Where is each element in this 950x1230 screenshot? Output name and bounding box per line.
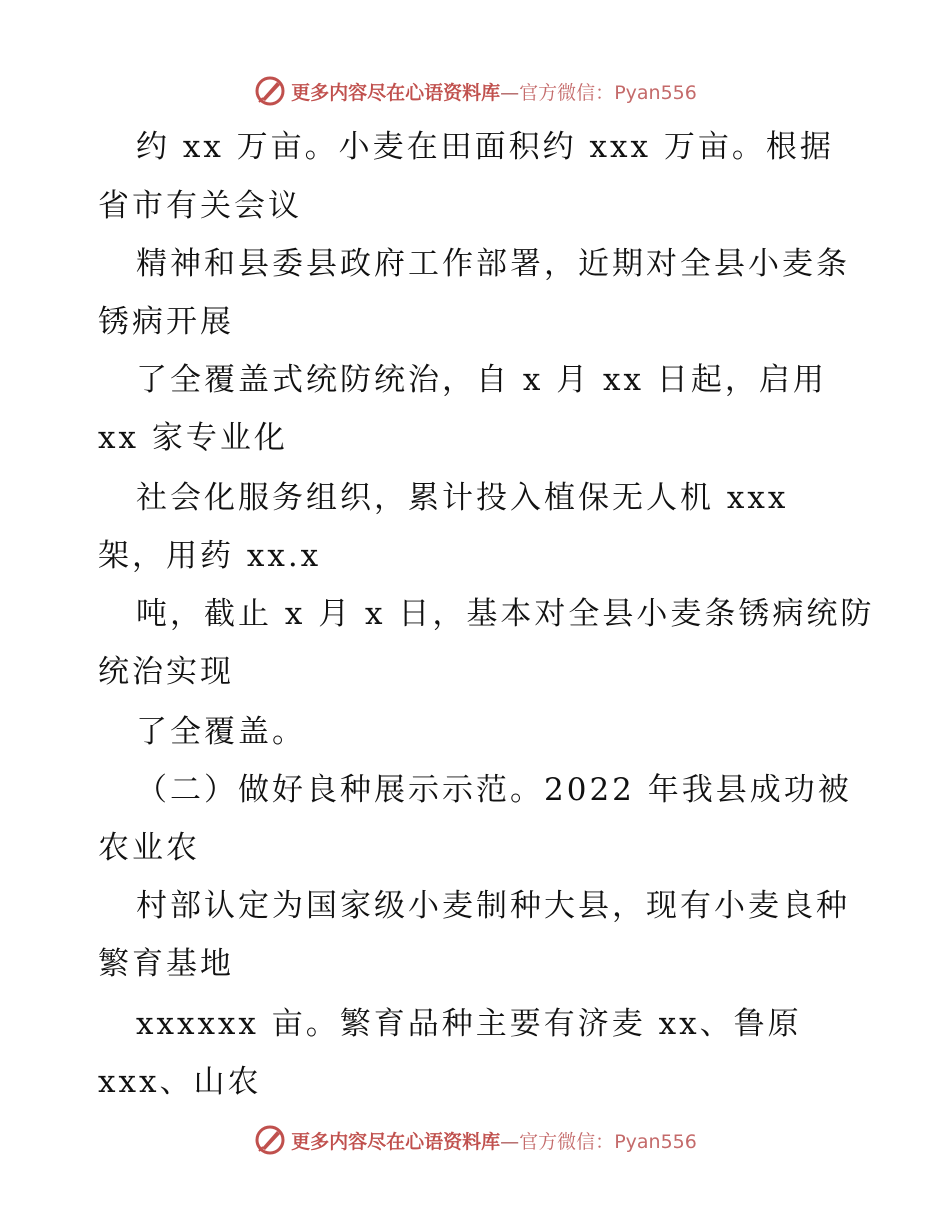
body-line: 精神和县委县政府工作部署，近期对全县小麦条 bbox=[136, 246, 850, 282]
body-line: （二）做好良种展示示范。2022 年我县成功被 bbox=[136, 772, 852, 808]
body-line: 约 xx 万亩。小麦在田面积约 xxx 万亩。根据 bbox=[136, 129, 834, 165]
watermark-brand: 更多内容尽在心语资料库 bbox=[291, 81, 501, 104]
feather-pen-circle-icon bbox=[253, 1123, 287, 1157]
watermark-id: Pyan556 bbox=[614, 81, 697, 104]
body-line: 统治实现 bbox=[98, 654, 234, 690]
watermark-id: Pyan556 bbox=[614, 1130, 697, 1153]
body-line: 了全覆盖式统防统治，自 x 月 xx 日起，启用 bbox=[136, 362, 827, 398]
watermark-text bbox=[291, 78, 697, 105]
watermark-brand: 更多内容尽在心语资料库 bbox=[291, 1130, 501, 1153]
body-line: 吨，截止 x 月 x 日，基本对全县小麦条锈病统防 bbox=[136, 596, 875, 632]
body-line: xxx、山农 bbox=[98, 1064, 262, 1100]
body-line: 农业农 bbox=[98, 830, 200, 866]
watermark-label: 官方微信： bbox=[519, 1130, 615, 1153]
feather-pen-circle-icon bbox=[253, 74, 287, 108]
watermark-text bbox=[291, 1127, 697, 1154]
body-line: 了全覆盖。 bbox=[136, 714, 306, 750]
body-line: xx 家专业化 bbox=[98, 420, 288, 456]
watermark-separator: — bbox=[500, 81, 520, 104]
body-line: 省市有关会议 bbox=[98, 188, 302, 224]
body-line: 繁育基地 bbox=[98, 946, 234, 982]
body-line: 架，用药 xx.x bbox=[98, 538, 322, 574]
body-line: 社会化服务组织，累计投入植保无人机 xxx bbox=[136, 480, 789, 516]
watermark-footer bbox=[0, 1120, 950, 1160]
body-line: 村部认定为国家级小麦制种大县，现有小麦良种 bbox=[136, 888, 850, 924]
watermark-label: 官方微信： bbox=[519, 81, 615, 104]
watermark-header bbox=[0, 71, 950, 111]
body-line: xxxxxx 亩。繁育品种主要有济麦 xx、鲁原 bbox=[136, 1006, 802, 1042]
watermark-separator: — bbox=[500, 1130, 520, 1153]
body-line: 锈病开展 bbox=[98, 304, 234, 340]
